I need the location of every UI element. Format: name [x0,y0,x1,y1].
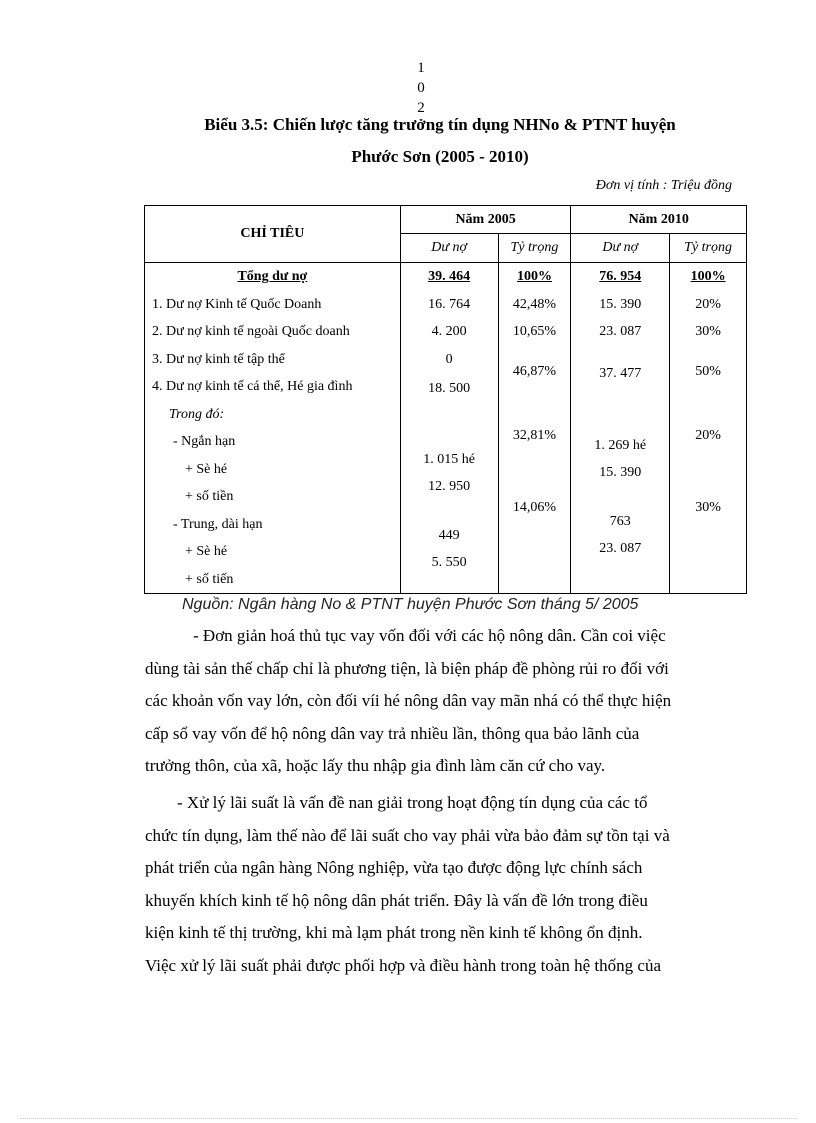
cell-share-2005-total: 100% [516,269,552,284]
cell-share-2005: 42,48% [512,296,557,312]
share-2005-column [498,263,571,594]
paragraph-line: khuyến khích kinh tế hộ nông dân phát triển. Đây là vấn đề lớn trong điều [145,890,648,910]
cell-balance-2010-total: 76. 954 [599,269,642,284]
paragraph-line: - Đơn giản hoá thủ tục vay vốn đối với các hộ nông dân. Cần coi việc [193,626,666,645]
cell-share-2010: 30% [695,499,721,515]
label-medium-amount: + số tiến [185,571,234,587]
subheader-balance-2005: Dư nợ [400,234,498,263]
page-number [413,58,429,118]
cell-share-2005: 46,87% [512,363,557,379]
credit-strategy-table [144,205,747,594]
cell-balance-2005: 12. 950 [428,479,471,494]
balance-2005-column [400,263,498,594]
cell-balance-2010: 15. 390 [599,296,642,312]
cell-balance-2005: 1. 015 hé [423,451,476,467]
paragraph-loan-procedures [145,620,741,783]
cell-balance-2005-total: 39. 464 [428,269,471,284]
cell-balance-2010: 15. 390 [599,465,642,480]
cell-share-2010: 20% [695,296,721,312]
label-of-which: Trong đó: [169,406,225,422]
cell-share-2005: 14,06% [512,499,557,515]
cell-share-2010-total: 100% [690,269,726,284]
page-number-digit: 2 [417,100,425,116]
paragraph-line: chức tín dụng, làm thế nào để lãi suất cho vay phải vừa bảo đảm sự tồn tại và [145,825,670,845]
label-total: Tổng dư nợ [237,269,308,284]
label-short-households: + Sè hé [185,461,228,477]
cell-balance-2005: 16. 764 [428,296,471,312]
label-household: 4. Dư nợ kinh tế cá thể, Hé gia đình [152,379,353,394]
paragraph-line: kiện kinh tế thị trường, khi mà lạm phát trong nền kinh tế không ổn định. [145,923,643,942]
paragraph-interest-rates [145,787,741,982]
cell-share-2010: 30% [695,324,721,339]
header-year-2010: Năm 2010 [571,206,747,234]
label-short-amount: + số tiền [185,489,234,504]
cell-balance-2010: 23. 087 [599,324,642,339]
cell-balance-2010: 23. 087 [599,541,642,556]
cell-share-2010: 50% [695,363,721,379]
page-number-digit: 0 [417,80,425,96]
page-bottom-divider [20,1118,796,1119]
label-non-state: 2. Dư nợ kinh tế ngoài Quốc doanh [152,324,350,339]
header-year-2005: Năm 2005 [400,206,571,234]
paragraph-line: trưởng thôn, của xã, hoặc lấy thu nhập gia đình làm căn cứ cho vay. [145,756,606,775]
balance-2010-column [571,263,670,594]
share-2010-column [670,263,747,594]
subheader-share-2010: Tỷ trọng [670,234,747,263]
paragraph-line: các khoản vốn vay lớn, còn đối víi hé nông dân vay mãn nhá có thể thực hiện [145,691,672,710]
label-medium-long-term: - Trung, dài hạn [173,516,263,532]
cell-balance-2010: 1. 269 hé [594,437,647,453]
subheader-share-2005: Tỷ trọng [498,234,571,263]
cell-balance-2005: 5. 550 [431,555,467,570]
cell-balance-2010: 37. 477 [599,366,642,381]
cell-share-2010: 20% [695,428,721,443]
cell-balance-2005: 0 [445,351,453,367]
header-indicator: CHỈ TIÊU [145,206,401,263]
label-short-term: - Ngắn hạn [173,434,236,449]
table-title-line-1: Biểu 3.5: Chiến lược tăng trưởng tín dụng NHNo & PTNT huyện [204,115,676,134]
table-title-line-2: Phước Sơn (2005 - 2010) [351,147,529,166]
page-number-digit: 1 [417,60,425,76]
cell-balance-2005: 18. 500 [428,381,471,396]
cell-balance-2005: 449 [438,527,460,543]
cell-balance-2010: 763 [609,513,631,529]
unit-note: Đơn vị tính : Triệu đồng [595,178,732,193]
subheader-balance-2010: Dư nợ [571,234,670,263]
cell-share-2005: 32,81% [512,428,557,443]
paragraph-line: cấp sổ vay vốn để hộ nông dân vay trả nhiều lần, thông qua bảo lãnh của [145,723,640,743]
indicator-column [145,263,401,594]
cell-balance-2005: 4. 200 [431,324,467,339]
paragraph-line: - Xử lý lãi suất là vấn đề nan giải trong hoạt động tín dụng của các tổ [177,793,648,812]
source-note: Nguồn: Ngân hàng No & PTNT huyện Phước Sơn tháng 5/ 2005 [182,596,639,613]
label-state: 1. Dư nợ Kinh tế Quốc Doanh [152,296,322,312]
paragraph-line: dùng tài sản thế chấp chỉ là phương tiện, là biện pháp đề phòng rủi ro đối với [145,658,669,678]
label-collective: 3. Dư nợ kinh tế tập thể [152,351,285,367]
cell-share-2005: 10,65% [512,324,557,339]
paragraph-line: Việc xử lý lãi suất phải được phối hợp và điều hành trong toàn hệ thống của [145,955,661,975]
label-medium-households: + Sè hé [185,544,228,559]
paragraph-line: phát triển của ngân hàng Nông nghiệp, vừa tạo được động lực chính sách [145,858,643,877]
